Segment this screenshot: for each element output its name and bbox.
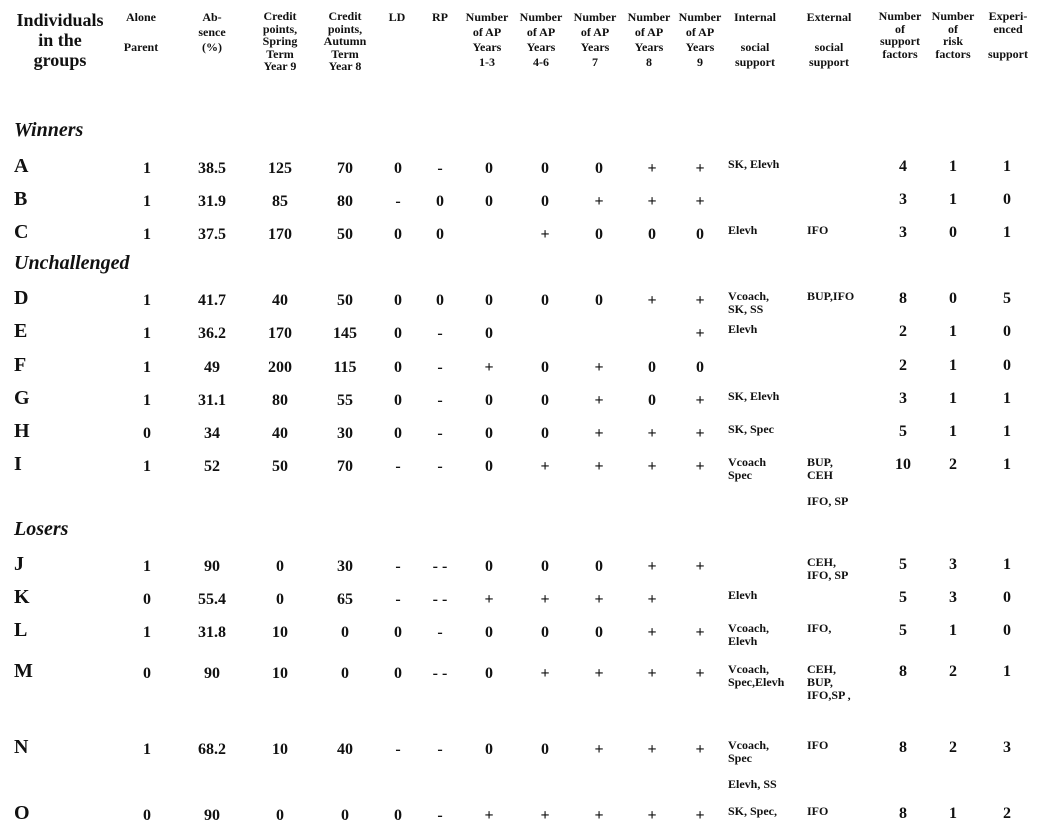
- cell-risk: 1: [949, 191, 957, 208]
- cell-ap8: 0: [648, 359, 656, 376]
- cell-ap8: +: [647, 665, 657, 682]
- cell-risk: 2: [949, 456, 957, 473]
- cell-exp: 0: [1003, 622, 1011, 639]
- cell-support: 10: [895, 456, 911, 473]
- cell-risk: 1: [949, 357, 957, 374]
- cell-absence: 90: [204, 558, 220, 575]
- cell-exp: 1: [1003, 663, 1011, 680]
- cell-ap8: +: [647, 624, 657, 641]
- cell-ap9: +: [695, 193, 705, 210]
- cell-support: 2: [899, 357, 907, 374]
- header-ld: LD: [388, 10, 406, 24]
- cell-ap7: 0: [595, 226, 603, 243]
- cell-ap7: +: [594, 741, 604, 758]
- cell-ap7: 0: [595, 160, 603, 177]
- cell-ap8: +: [647, 425, 657, 442]
- cell-rp: -: [437, 741, 443, 758]
- cell-spring: 40: [272, 425, 288, 442]
- cell-ap13: 0: [485, 458, 493, 475]
- cell-ld: 0: [394, 425, 402, 442]
- cell-support: 5: [899, 622, 907, 639]
- cell-internal: SK, Spec,: [728, 804, 778, 818]
- cell-internal: SK, Elevh: [728, 157, 780, 171]
- cell-autumn: 55: [337, 392, 353, 409]
- cell-support: 5: [899, 589, 907, 606]
- cell-ap7: +: [594, 392, 604, 409]
- cell-autumn: 65: [337, 591, 353, 608]
- cell-ld: -: [395, 591, 401, 608]
- cell-rp: -: [437, 359, 443, 376]
- cell-ap13: 0: [485, 558, 493, 575]
- cell-risk: 1: [949, 323, 957, 340]
- cell-ld: 0: [394, 226, 402, 243]
- header-ap-years-8: Number of AP Years 8: [627, 10, 671, 69]
- cell-support: 4: [899, 158, 907, 175]
- cell-autumn: 70: [337, 160, 353, 177]
- cell-ap9: +: [695, 160, 705, 177]
- cell-ld: 0: [394, 392, 402, 409]
- cell-ld: -: [395, 558, 401, 575]
- cell-risk: 3: [949, 556, 957, 573]
- cell-ld: -: [395, 741, 401, 758]
- cell-internal: Vcoach Spec: [728, 455, 766, 482]
- cell-spring: 0: [276, 807, 284, 824]
- header-ap-years-7: Number of AP Years 7: [573, 10, 617, 69]
- cell-ld: 0: [394, 807, 402, 824]
- cell-internal: Vcoach, SK, SS: [728, 289, 769, 316]
- cell-ap9: +: [695, 425, 705, 442]
- cell-id: J: [14, 553, 24, 575]
- header-internal-support: Internal social support: [734, 10, 776, 69]
- cell-ap7: 0: [595, 558, 603, 575]
- cell-support: 3: [899, 191, 907, 208]
- cell-risk: 2: [949, 739, 957, 756]
- cell-ap8: +: [647, 741, 657, 758]
- cell-spring: 170: [268, 325, 292, 342]
- cell-id: C: [14, 221, 29, 243]
- cell-ap13: 0: [485, 325, 493, 342]
- cell-ap46: +: [540, 665, 550, 682]
- cell-spring: 170: [268, 226, 292, 243]
- cell-ld: 0: [394, 292, 402, 309]
- cell-rp: -: [437, 325, 443, 342]
- cell-ap13: 0: [485, 665, 493, 682]
- cell-id: E: [14, 320, 28, 342]
- header-support-factors: Number of support factors: [878, 9, 922, 61]
- cell-internal: Vcoach, Elevh: [728, 621, 769, 648]
- cell-ap7: +: [594, 359, 604, 376]
- cell-alone: 1: [143, 458, 151, 475]
- group-label-losers: Losers: [14, 518, 69, 540]
- cell-alone: 1: [143, 558, 151, 575]
- cell-exp: 0: [1003, 191, 1011, 208]
- cell-alone: 1: [143, 741, 151, 758]
- cell-ap46: 0: [541, 160, 549, 177]
- cell-ap46: 0: [541, 193, 549, 210]
- cell-autumn: 80: [337, 193, 353, 210]
- cell-ap9: +: [695, 458, 705, 475]
- cell-ap13: +: [484, 359, 494, 376]
- cell-support: 2: [899, 323, 907, 340]
- cell-alone: 0: [143, 425, 151, 442]
- cell-id: O: [14, 802, 30, 824]
- cell-ap8: +: [647, 292, 657, 309]
- cell-alone: 0: [143, 591, 151, 608]
- cell-ap9: 0: [696, 226, 704, 243]
- cell-autumn: 145: [333, 325, 357, 342]
- cell-support: 5: [899, 423, 907, 440]
- cell-ap9: +: [695, 292, 705, 309]
- cell-absence: 55.4: [198, 591, 226, 608]
- cell-rp: -: [437, 624, 443, 641]
- cell-exp: 5: [1003, 290, 1011, 307]
- header-absence: Ab- sence (%): [198, 10, 226, 54]
- cell-alone: 1: [143, 624, 151, 641]
- cell-ap9: +: [695, 558, 705, 575]
- cell-id: N: [14, 736, 29, 758]
- cell-ap46: 0: [541, 392, 549, 409]
- cell-spring: 10: [272, 665, 288, 682]
- cell-id: H: [14, 420, 30, 442]
- cell-risk: 1: [949, 158, 957, 175]
- cell-autumn: 0: [341, 807, 349, 824]
- cell-alone: 1: [143, 193, 151, 210]
- cell-autumn: 50: [337, 226, 353, 243]
- cell-external: BUP, CEH IFO, SP: [807, 455, 849, 508]
- cell-ap7: +: [594, 591, 604, 608]
- group-label-winners: Winners: [14, 119, 84, 141]
- cell-ap7: 0: [595, 624, 603, 641]
- cell-external: IFO,: [807, 621, 832, 635]
- cell-support: 3: [899, 390, 907, 407]
- header-ap-years-9: Number of AP Years 9: [678, 10, 722, 69]
- cell-spring: 10: [272, 624, 288, 641]
- cell-absence: 34: [204, 425, 220, 442]
- cell-autumn: 0: [341, 624, 349, 641]
- cell-exp: 1: [1003, 224, 1011, 241]
- cell-ap13: 0: [485, 160, 493, 177]
- header-ap-years-4-6: Number of AP Years 4-6: [519, 10, 563, 69]
- cell-ap46: 0: [541, 292, 549, 309]
- cell-ap46: +: [540, 458, 550, 475]
- cell-exp: 1: [1003, 423, 1011, 440]
- cell-ap8: +: [647, 160, 657, 177]
- cell-absence: 49: [204, 359, 220, 376]
- cell-absence: 52: [204, 458, 220, 475]
- cell-spring: 40: [272, 292, 288, 309]
- cell-id: B: [14, 188, 28, 210]
- cell-risk: 1: [949, 622, 957, 639]
- cell-alone: 1: [143, 325, 151, 342]
- cell-spring: 0: [276, 558, 284, 575]
- header-experienced-support: Experi- enced support: [987, 9, 1028, 61]
- cell-ap9: +: [695, 807, 705, 824]
- cell-external: IFO: [807, 738, 829, 752]
- cell-ap8: +: [647, 591, 657, 608]
- cell-absence: 31.1: [198, 392, 226, 409]
- cell-ap7: +: [594, 193, 604, 210]
- cell-support: 3: [899, 224, 907, 241]
- cell-ap7: +: [594, 425, 604, 442]
- cell-ap9: +: [695, 392, 705, 409]
- cell-ap7: +: [594, 807, 604, 824]
- cell-ap8: +: [647, 458, 657, 475]
- cell-rp: 0: [436, 292, 444, 309]
- cell-internal: Vcoach, Spec Elevh, SS: [728, 738, 777, 791]
- cell-ap13: 0: [485, 624, 493, 641]
- cell-internal: Vcoach, Spec,Elevh: [728, 662, 785, 689]
- header-risk-factors: Number of risk factors: [931, 9, 975, 61]
- cell-spring: 10: [272, 741, 288, 758]
- cell-id: M: [14, 660, 33, 682]
- cell-ld: -: [395, 458, 401, 475]
- cell-autumn: 30: [337, 558, 353, 575]
- cell-absence: 90: [204, 807, 220, 824]
- cell-risk: 0: [949, 224, 957, 241]
- cell-ap46: 0: [541, 741, 549, 758]
- cell-external: IFO: [807, 223, 829, 237]
- cell-spring: 80: [272, 392, 288, 409]
- cell-support: 8: [899, 805, 907, 822]
- cell-ap7: 0: [595, 292, 603, 309]
- cell-alone: 0: [143, 665, 151, 682]
- header-external-support: External social support: [806, 10, 852, 69]
- cell-ld: 0: [394, 325, 402, 342]
- cell-rp: -: [437, 392, 443, 409]
- cell-absence: 37.5: [198, 226, 226, 243]
- cell-rp: 0: [436, 193, 444, 210]
- cell-ap46: 0: [541, 359, 549, 376]
- header-credit-autumn: Credit points, Autumn Term Year 8: [323, 9, 367, 73]
- cell-ld: 0: [394, 359, 402, 376]
- cell-risk: 2: [949, 663, 957, 680]
- cell-ap46: 0: [541, 624, 549, 641]
- cell-absence: 90: [204, 665, 220, 682]
- cell-ap13: 0: [485, 425, 493, 442]
- cell-id: L: [14, 619, 28, 641]
- cell-alone: 0: [143, 807, 151, 824]
- cell-alone: 1: [143, 359, 151, 376]
- cell-rp: - -: [432, 591, 448, 608]
- cell-rp: - -: [432, 558, 448, 575]
- cell-ap9: +: [695, 325, 705, 342]
- cell-ld: 0: [394, 160, 402, 177]
- cell-exp: 0: [1003, 357, 1011, 374]
- cell-ap13: 0: [485, 193, 493, 210]
- cell-risk: 1: [949, 805, 957, 822]
- cell-autumn: 40: [337, 741, 353, 758]
- cell-risk: 3: [949, 589, 957, 606]
- cell-risk: 1: [949, 423, 957, 440]
- cell-spring: 0: [276, 591, 284, 608]
- cell-autumn: 30: [337, 425, 353, 442]
- cell-ld: 0: [394, 665, 402, 682]
- cell-rp: -: [437, 425, 443, 442]
- cell-internal: Elevh: [728, 588, 758, 602]
- cell-ap13: +: [484, 591, 494, 608]
- header-individuals: Individuals in the groups: [16, 10, 104, 70]
- cell-external: IFO: [807, 804, 829, 818]
- cell-external: BUP,IFO: [807, 289, 855, 303]
- cell-spring: 125: [268, 160, 292, 177]
- cell-internal: SK, Elevh: [728, 389, 780, 403]
- cell-absence: 68.2: [198, 741, 226, 758]
- cell-ap46: 0: [541, 425, 549, 442]
- cell-exp: 1: [1003, 456, 1011, 473]
- header-ap-years-1-3: Number of AP Years 1-3: [465, 10, 509, 69]
- cell-internal: Elevh: [728, 322, 758, 336]
- cell-id: D: [14, 287, 29, 309]
- cell-exp: 1: [1003, 158, 1011, 175]
- cell-id: F: [14, 354, 27, 376]
- cell-autumn: 50: [337, 292, 353, 309]
- cell-ap9: 0: [696, 359, 704, 376]
- header-credit-spring: Credit points, Spring Term Year 9: [262, 9, 298, 73]
- cell-internal: SK, Spec: [728, 422, 775, 436]
- cell-ld: 0: [394, 624, 402, 641]
- cell-absence: 31.8: [198, 624, 226, 641]
- cell-exp: 1: [1003, 556, 1011, 573]
- cell-ld: -: [395, 193, 401, 210]
- cell-ap13: 0: [485, 741, 493, 758]
- cell-risk: 1: [949, 390, 957, 407]
- cell-autumn: 70: [337, 458, 353, 475]
- cell-spring: 200: [268, 359, 292, 376]
- cell-rp: -: [437, 458, 443, 475]
- cell-rp: -: [437, 160, 443, 177]
- cell-absence: 31.9: [198, 193, 226, 210]
- cell-ap9: +: [695, 741, 705, 758]
- cell-ap8: +: [647, 193, 657, 210]
- cell-external: CEH, IFO, SP: [807, 555, 849, 582]
- cell-alone: 1: [143, 226, 151, 243]
- cell-ap46: +: [540, 226, 550, 243]
- cell-ap13: 0: [485, 392, 493, 409]
- cell-id: K: [14, 586, 30, 608]
- cell-support: 5: [899, 556, 907, 573]
- cell-id: A: [14, 155, 29, 177]
- cell-ap7: +: [594, 458, 604, 475]
- cell-ap13: +: [484, 807, 494, 824]
- cell-id: I: [14, 453, 22, 475]
- cell-ap8: +: [647, 558, 657, 575]
- cell-exp: 0: [1003, 589, 1011, 606]
- cell-absence: 38.5: [198, 160, 226, 177]
- cell-ap46: +: [540, 807, 550, 824]
- cell-rp: -: [437, 807, 443, 824]
- cell-ap8: +: [647, 807, 657, 824]
- cell-alone: 1: [143, 160, 151, 177]
- cell-rp: 0: [436, 226, 444, 243]
- cell-ap8: 0: [648, 226, 656, 243]
- cell-support: 8: [899, 663, 907, 680]
- cell-ap8: 0: [648, 392, 656, 409]
- cell-ap13: 0: [485, 292, 493, 309]
- cell-external: CEH, BUP, IFO,SP ,: [807, 662, 851, 702]
- cell-absence: 36.2: [198, 325, 226, 342]
- cell-rp: - -: [432, 665, 448, 682]
- cell-autumn: 115: [333, 359, 357, 376]
- cell-absence: 41.7: [198, 292, 226, 309]
- cell-support: 8: [899, 739, 907, 756]
- cell-ap46: +: [540, 591, 550, 608]
- cell-spring: 85: [272, 193, 288, 210]
- cell-ap7: +: [594, 665, 604, 682]
- cell-exp: 0: [1003, 323, 1011, 340]
- cell-exp: 2: [1003, 805, 1011, 822]
- cell-ap9: +: [695, 665, 705, 682]
- cell-id: G: [14, 387, 30, 409]
- header-alone-parent: Alone Parent: [123, 10, 159, 54]
- cell-autumn: 0: [341, 665, 349, 682]
- header-rp: RP: [432, 10, 448, 24]
- cell-risk: 0: [949, 290, 957, 307]
- cell-support: 8: [899, 290, 907, 307]
- cell-exp: 1: [1003, 390, 1011, 407]
- cell-ap9: +: [695, 624, 705, 641]
- cell-alone: 1: [143, 292, 151, 309]
- cell-internal: Elevh: [728, 223, 758, 237]
- cell-ap46: 0: [541, 558, 549, 575]
- cell-exp: 3: [1003, 739, 1011, 756]
- group-label-unchallenged: Unchallenged: [14, 252, 130, 274]
- cell-alone: 1: [143, 392, 151, 409]
- cell-spring: 50: [272, 458, 288, 475]
